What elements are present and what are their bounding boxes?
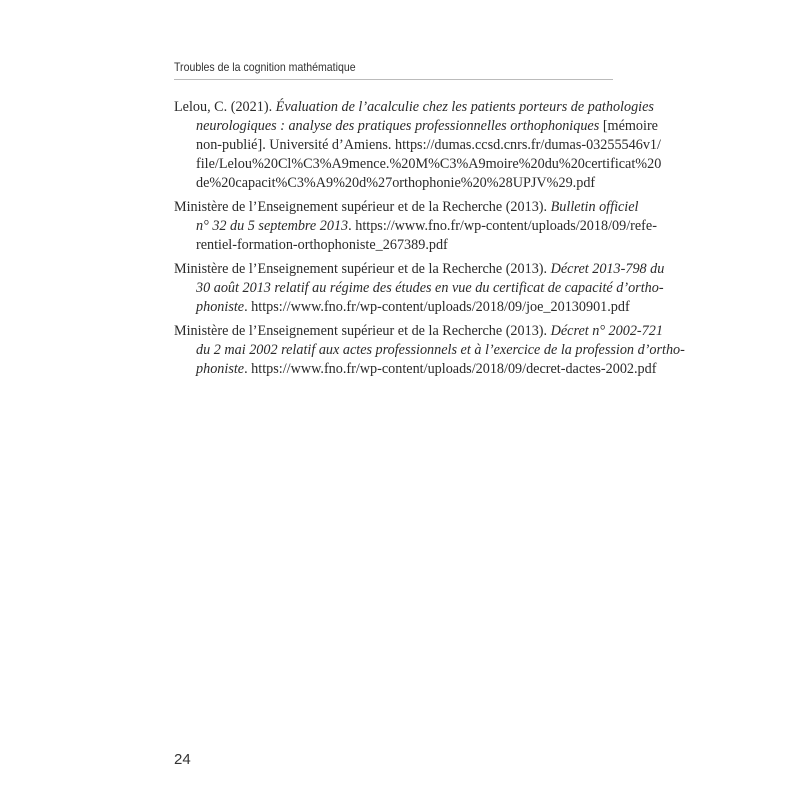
reference-title-text: neurologiques : analyse des pratiques professionnelles orthophoniques (196, 118, 600, 134)
reference-text: . https://www.fno.fr/wp-content/uploads/2018/09/refe- (348, 218, 657, 234)
reference-title-text: Évaluation de l’acalculie chez les patients porteurs de pathologies (275, 99, 654, 115)
reference-text: Ministère de l’Enseignement supérieur et de la Recherche (2013). (174, 261, 551, 277)
header-rule (174, 79, 613, 80)
reference-text: non-publié]. Université d’Amiens. https://dumas.ccsd.cnrs.fr/dumas-03255546v1/ (196, 137, 661, 153)
reference-line (174, 260, 665, 279)
reference-line (174, 322, 663, 341)
reference-text: file/Lelou%20Cl%C3%A9mence.%20M%C3%A9moire%20du%20certificat%20 (196, 156, 662, 172)
reference-text: Lelou, C. (2021). (174, 99, 276, 115)
reference-title-text: du 2 mai 2002 relatif aux actes professionnels et à l’exercice de la profession d’ortho- (196, 342, 685, 358)
reference-title-text: Décret 2013-798 du (550, 261, 665, 277)
reference-entry (174, 198, 657, 255)
reference-line (174, 279, 664, 298)
reference-line (174, 298, 630, 317)
reference-text: . https://www.fno.fr/wp-content/uploads/2018/09/decret-dactes-2002.pdf (244, 361, 657, 377)
reference-line (174, 136, 661, 155)
reference-list (174, 98, 685, 384)
reference-text: Ministère de l’Enseignement supérieur et de la Recherche (2013). (174, 199, 551, 215)
reference-line (174, 360, 657, 379)
reference-text: rentiel-formation-orthophoniste_267389.pdf (196, 237, 448, 253)
reference-entry (174, 260, 665, 317)
reference-title-text: phoniste (196, 361, 245, 377)
reference-title-text: n° 32 du 5 septembre 2013 (196, 218, 349, 234)
reference-title-text: Bulletin officiel (550, 199, 639, 215)
reference-text: Ministère de l’Enseignement supérieur et de la Recherche (2013). (174, 323, 551, 339)
reference-line (174, 341, 685, 360)
reference-line (174, 236, 614, 255)
reference-line (174, 174, 614, 193)
reference-line (174, 217, 657, 236)
reference-title-text: 30 août 2013 relatif au régime des études en vue du certificat de capacité d’ortho- (196, 280, 664, 296)
page-number: 24 (174, 751, 191, 768)
reference-line (174, 98, 654, 117)
reference-text: de%20capacit%C3%A9%20d%27orthophonie%20%28UPJV%29.pdf (196, 175, 596, 191)
reference-entry (174, 322, 685, 379)
reference-title-text: phoniste (196, 299, 245, 315)
running-header: Troubles de la cognition mathématique (174, 60, 356, 74)
reference-text: [mémoire (599, 118, 658, 134)
reference-title-text: Décret n° 2002-721 (550, 323, 663, 339)
reference-line (174, 155, 662, 174)
reference-entry (174, 98, 662, 193)
reference-line (174, 117, 658, 136)
reference-line (174, 198, 639, 217)
reference-text: . https://www.fno.fr/wp-content/uploads/2018/09/joe_20130901.pdf (244, 299, 630, 315)
